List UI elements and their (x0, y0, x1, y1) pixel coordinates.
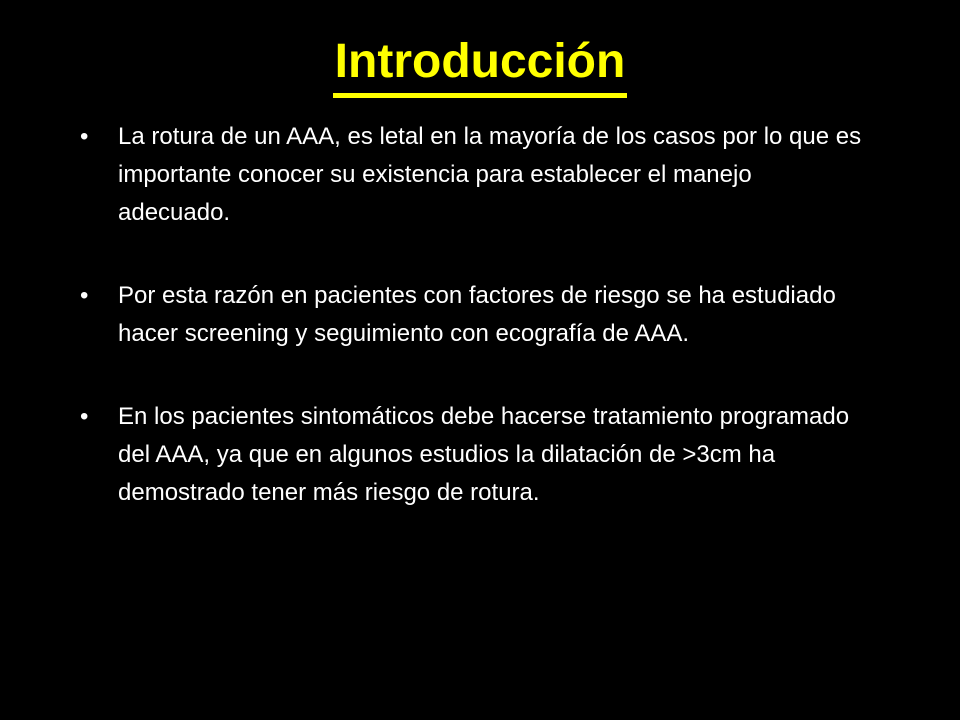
bullet-text: En los pacientes sintomáticos debe hacerse tratamiento programado del AAA, ya que en algunos estudios la dilatación de >3cm ha demostrado tener más riesgo de rotura. (118, 403, 850, 506)
slide-title-text: Introducción (333, 31, 628, 98)
bullet-list (80, 118, 870, 557)
bullet-text: La rotura de un AAA, es letal en la mayoría de los casos por lo que es importante conocer su existencia para establecer el manejo adecuado. (118, 123, 862, 226)
bullet-text: Por esta razón en pacientes con factores de riesgo se ha estudiado hacer screening y seguimiento con ecografía de AAA. (118, 282, 836, 347)
bullet-dot-icon: • (80, 282, 89, 309)
bullet-dot-icon: • (80, 123, 89, 150)
bullet-item (80, 398, 870, 512)
bullet-dot-icon: • (80, 403, 89, 430)
bullet-item (80, 118, 870, 232)
bullet-item (80, 277, 870, 353)
slide-title (0, 28, 960, 98)
